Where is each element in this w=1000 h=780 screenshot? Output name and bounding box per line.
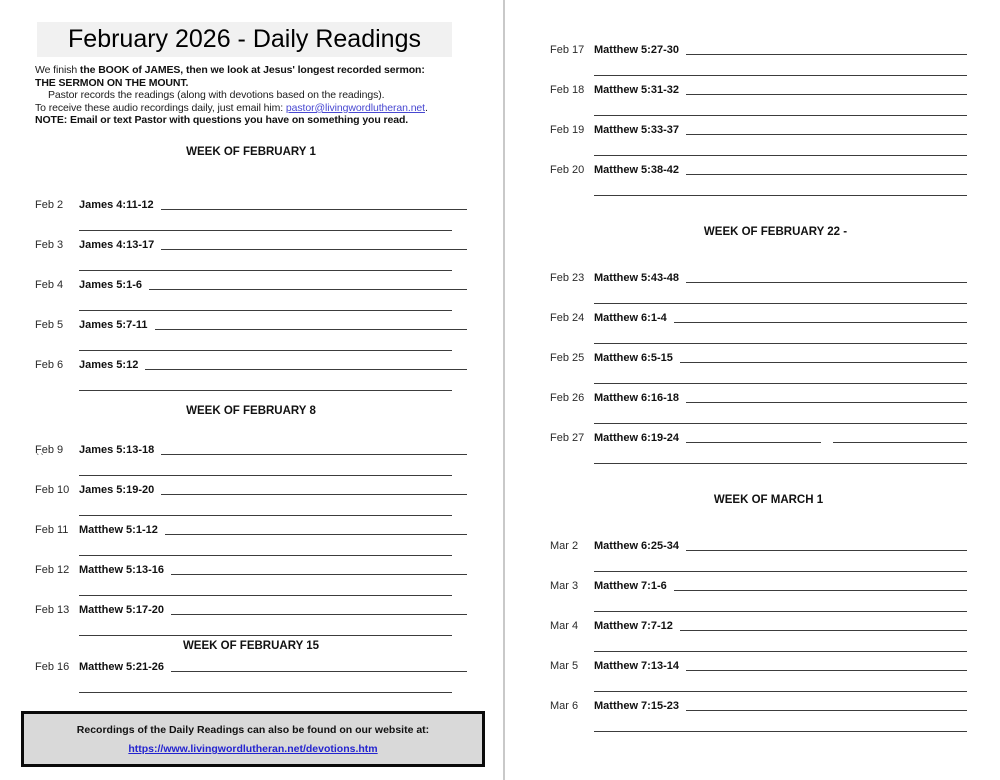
reading-row <box>550 117 967 137</box>
reading-entry <box>35 437 467 477</box>
left-sections <box>35 145 467 694</box>
reading-row <box>550 77 967 97</box>
blank-row <box>550 285 967 305</box>
write-in-line <box>594 593 967 612</box>
write-in-line <box>686 550 967 551</box>
intro-paragraph <box>35 64 467 127</box>
blank-row <box>550 673 967 693</box>
reading-row <box>35 654 467 674</box>
entry-reading: Matthew 6:19-24 <box>594 432 679 444</box>
entry-reading: Matthew 6:5-15 <box>594 352 673 364</box>
reading-row <box>35 352 467 372</box>
entry-date: Feb 23 <box>550 272 585 284</box>
write-in-line <box>833 442 968 443</box>
write-in-line <box>145 369 467 370</box>
reading-entry <box>35 232 467 272</box>
reading-row <box>35 437 467 457</box>
blank-row <box>550 713 967 733</box>
entry-reading: Matthew 7:1-6 <box>594 580 667 592</box>
entry-date: Feb 10 <box>35 483 70 496</box>
week-heading: WEEK OF FEBRUARY 8 <box>186 404 316 417</box>
blank-row <box>35 212 467 232</box>
blank-row <box>550 553 967 573</box>
right-page-column <box>550 0 967 733</box>
reading-entry <box>35 477 467 517</box>
blank-row <box>35 372 467 392</box>
intro-email-pre: To receive these audio recordings daily, just email him: <box>35 101 286 114</box>
write-in-line <box>594 553 967 572</box>
reading-row <box>550 533 967 553</box>
footer-box <box>21 711 485 767</box>
write-in-line <box>155 329 468 330</box>
reading-entry <box>550 613 967 653</box>
entry-date: Feb 9 <box>35 443 64 456</box>
reading-entry <box>35 192 467 232</box>
reading-row <box>550 265 967 285</box>
entry-date: Mar 2 <box>550 540 579 552</box>
reading-entry <box>550 305 967 345</box>
write-in-line <box>79 537 452 556</box>
write-in-line <box>161 494 467 495</box>
write-in-line <box>686 174 967 175</box>
write-in-line <box>594 137 967 156</box>
blank-row <box>550 57 967 77</box>
entry-date: Feb 13 <box>35 603 70 616</box>
entry-reading: James 5:7-11 <box>79 318 148 331</box>
footer-text: Recordings of the Daily Readings can also be found on our website at: <box>76 723 430 736</box>
intro-note-bold: NOTE: Email or text Pastor with questions you have on something you read. <box>35 114 409 127</box>
write-in-line <box>686 282 967 283</box>
entry-date: Feb 26 <box>550 392 585 404</box>
reading-row <box>35 477 467 497</box>
write-in-line <box>594 177 967 196</box>
write-in-line <box>79 577 452 596</box>
write-in-line <box>680 362 967 363</box>
intro-pastor-line: Pastor records the readings (along with devotions based on the readings). <box>48 89 385 102</box>
entry-reading: Matthew 7:15-23 <box>594 700 679 712</box>
entry-reading: Matthew 5:21-26 <box>79 660 164 673</box>
entry-reading: James 5:1-6 <box>79 278 142 291</box>
reading-entry <box>550 117 967 157</box>
write-in-line <box>165 534 467 535</box>
write-in-line <box>674 590 967 591</box>
intro-line-1 <box>35 64 467 77</box>
intro-email-post: . <box>425 101 428 114</box>
entry-reading: Matthew 5:1-12 <box>79 523 158 536</box>
reading-row <box>35 192 467 212</box>
reading-row <box>550 305 967 325</box>
stray-mark: `` <box>36 452 45 464</box>
intro-opening-bold: the BOOK of JAMES, then we look at Jesus' longest recorded sermon: <box>79 64 425 76</box>
reading-row <box>35 232 467 252</box>
reading-row <box>550 425 967 445</box>
reading-row <box>550 613 967 633</box>
reading-entry <box>35 557 467 597</box>
write-in-line <box>79 497 452 516</box>
reading-entry <box>550 573 967 613</box>
write-in-line <box>161 249 467 250</box>
blank-row <box>550 405 967 425</box>
blank-row <box>550 365 967 385</box>
write-in-line <box>171 671 467 672</box>
entry-reading: Matthew 5:43-48 <box>594 272 679 284</box>
write-in-line <box>594 673 967 692</box>
write-in-line <box>686 134 967 135</box>
write-in-line <box>686 442 821 443</box>
entry-date: Feb 27 <box>550 432 585 444</box>
right-sections <box>550 37 967 733</box>
write-in-line <box>686 670 967 671</box>
entry-reading: Matthew 5:38-42 <box>594 164 679 176</box>
write-in-line <box>149 289 467 290</box>
week-heading: WEEK OF MARCH 1 <box>713 494 824 506</box>
entry-reading: James 4:11-12 <box>79 198 154 211</box>
blank-row <box>35 577 467 597</box>
blank-row <box>550 137 967 157</box>
blank-row <box>550 593 967 613</box>
blank-row <box>35 457 467 477</box>
entry-reading: Matthew 5:31-32 <box>594 84 679 96</box>
write-in-line <box>686 710 967 711</box>
blank-row <box>35 617 467 637</box>
left-page-column <box>35 0 467 767</box>
entry-reading: Matthew 7:13-14 <box>594 660 679 672</box>
entry-reading: Matthew 6:1-4 <box>594 312 667 324</box>
blank-row <box>35 497 467 517</box>
reading-row <box>35 597 467 617</box>
write-in-line <box>161 209 467 210</box>
blank-row <box>550 445 967 465</box>
blank-row <box>35 537 467 557</box>
entry-date: Feb 5 <box>35 318 64 331</box>
write-in-line <box>79 332 452 351</box>
write-in-line <box>594 365 967 384</box>
entry-reading: James 5:13-18 <box>79 443 155 456</box>
entry-date: Feb 12 <box>35 563 70 576</box>
entry-date: Feb 20 <box>550 164 585 176</box>
reading-entry <box>35 272 467 312</box>
intro-line-2 <box>35 77 467 90</box>
write-in-line <box>79 252 452 271</box>
week-section <box>550 225 967 465</box>
reading-row <box>35 517 467 537</box>
write-in-line <box>171 614 467 615</box>
entry-reading: James 4:13-17 <box>79 238 155 251</box>
write-in-line <box>680 630 967 631</box>
write-in-line <box>79 617 452 636</box>
write-in-line <box>79 372 452 391</box>
entry-date: Feb 3 <box>35 238 64 251</box>
write-in-line <box>594 445 967 464</box>
write-in-line <box>594 405 967 424</box>
entry-date: Feb 24 <box>550 312 585 324</box>
entry-reading: Matthew 5:13-16 <box>79 563 164 576</box>
entry-date: Feb 18 <box>550 84 585 96</box>
entry-date: Feb 16 <box>35 660 70 673</box>
reading-row <box>550 345 967 365</box>
entry-reading: Matthew 6:16-18 <box>594 392 679 404</box>
reading-entry <box>550 533 967 573</box>
reading-entry <box>550 77 967 117</box>
entry-reading: Matthew 7:7-12 <box>594 620 673 632</box>
entry-reading: James 5:19-20 <box>79 483 155 496</box>
entry-date: Mar 4 <box>550 620 579 632</box>
intro-opening-normal: We finish <box>35 64 80 76</box>
reading-row <box>35 272 467 292</box>
write-in-line <box>674 322 967 323</box>
week-heading: WEEK OF FEBRUARY 1 <box>186 145 316 158</box>
entry-reading: Matthew 5:17-20 <box>79 603 164 616</box>
entry-date: Feb 17 <box>550 44 585 56</box>
intro-email-line <box>35 102 467 115</box>
entry-date: Feb 6 <box>35 358 64 371</box>
write-in-line <box>686 402 967 403</box>
entry-date: Feb 19 <box>550 124 585 136</box>
reading-row <box>550 693 967 713</box>
reading-entry <box>550 345 967 385</box>
reading-entry <box>550 37 967 77</box>
page-divider <box>503 0 505 780</box>
write-in-line <box>594 57 967 76</box>
entry-date: Mar 5 <box>550 660 579 672</box>
entry-reading: Matthew 5:27-30 <box>594 44 679 56</box>
week-heading: WEEK OF FEBRUARY 15 <box>182 639 320 652</box>
reading-entry <box>35 352 467 392</box>
write-in-line <box>594 713 967 732</box>
write-in-line <box>594 633 967 652</box>
week-section <box>35 145 467 392</box>
blank-row <box>35 252 467 272</box>
entry-date: Mar 6 <box>550 700 579 712</box>
entry-reading: Matthew 5:33-37 <box>594 124 679 136</box>
reading-entry <box>35 312 467 352</box>
entry-date: Feb 4 <box>35 278 64 291</box>
entry-date: Feb 11 <box>35 523 69 536</box>
write-in-line <box>79 674 452 693</box>
write-in-line <box>161 454 467 455</box>
week-section <box>35 639 467 694</box>
entry-reading: Matthew 6:25-34 <box>594 540 679 552</box>
entry-date: Feb 2 <box>35 198 64 211</box>
blank-row <box>35 674 467 694</box>
reading-row <box>35 312 467 332</box>
write-in-line <box>171 574 467 575</box>
reading-row <box>550 385 967 405</box>
reading-entry <box>35 597 467 637</box>
blank-row <box>550 633 967 653</box>
write-in-line <box>686 54 967 55</box>
reading-entry <box>35 517 467 557</box>
blank-row <box>550 325 967 345</box>
entry-date: Feb 25 <box>550 352 585 364</box>
entry-reading: James 5:12 <box>79 358 139 371</box>
reading-row <box>550 653 967 673</box>
reading-entry <box>35 654 467 694</box>
reading-entry <box>550 425 967 465</box>
blank-row <box>550 97 967 117</box>
blank-row <box>35 332 467 352</box>
week-section <box>35 404 467 637</box>
intro-note-line <box>35 114 467 127</box>
write-in-line <box>79 292 452 311</box>
week-section <box>550 37 967 197</box>
week-section <box>550 493 967 733</box>
blank-row <box>550 177 967 197</box>
write-in-line <box>79 457 452 476</box>
reading-row <box>550 157 967 177</box>
entry-date: Mar 3 <box>550 580 579 592</box>
reading-row <box>550 37 967 57</box>
week-heading: WEEK OF FEBRUARY 22 - <box>703 226 848 238</box>
reading-entry <box>550 693 967 733</box>
intro-sermon-bold: THE SERMON ON THE MOUNT. <box>35 76 189 89</box>
reading-entry <box>550 265 967 305</box>
blank-row <box>35 292 467 312</box>
write-in-line <box>686 94 967 95</box>
reading-entry <box>550 385 967 425</box>
email-link[interactable]: pastor@livingwordlutheran.net <box>285 101 425 114</box>
write-in-line <box>594 325 967 344</box>
write-in-line <box>594 285 967 304</box>
reading-row <box>550 573 967 593</box>
write-in-line <box>594 97 967 116</box>
website-link[interactable]: https://www.livingwordlutheran.net/devotions.htm <box>128 742 378 755</box>
reading-row <box>35 557 467 577</box>
write-in-line <box>79 212 452 231</box>
reading-entry <box>550 653 967 693</box>
page-title: February 2026 - Daily Readings <box>37 22 452 57</box>
reading-entry <box>550 157 967 197</box>
